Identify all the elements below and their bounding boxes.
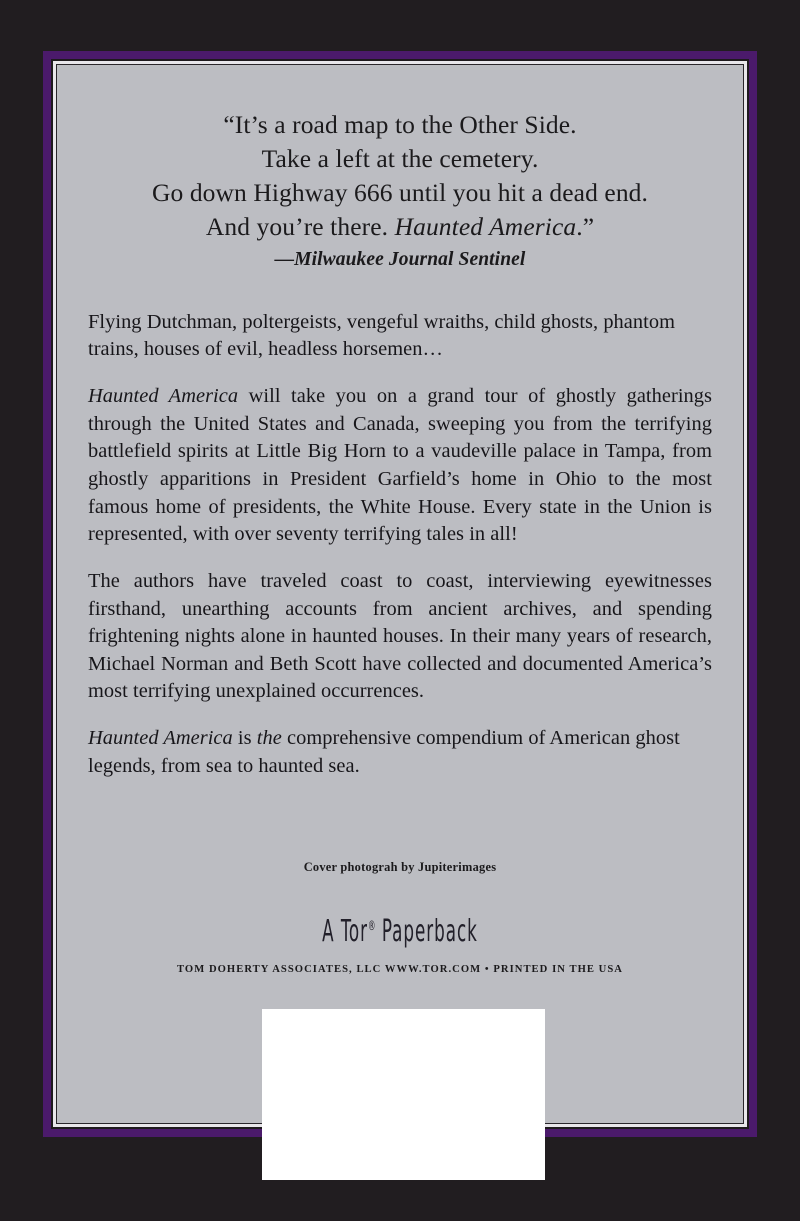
pull-quote-line-2: Take a left at the cemetery. (261, 144, 539, 174)
pull-quote-line-4-tail: .” (576, 212, 595, 242)
tor-imprint-logo (187, 875, 612, 947)
cover-photo-credit: Cover photograh by Jupiterimages (303, 860, 497, 874)
book-title-inline-2: Haunted America (88, 727, 233, 750)
barcode-placeholder (262, 1009, 545, 1180)
pull-quote-line-4-text: And you’re there. (205, 212, 395, 242)
blurb-paragraph-4-emphasis: the (256, 727, 282, 750)
blurb-paragraph-1: Flying Dutchman, poltergeists, vengeful wraiths, child ghosts, phantom trains, houses of evil, headless horsemen… (88, 310, 676, 361)
blurb-paragraph-4-mid: is (232, 727, 257, 750)
pull-quote-book-title: Haunted America (394, 212, 577, 242)
pull-quote-line-1: “It’s a road map to the Other Side. (223, 110, 577, 139)
publisher-info-line: TOM DOHERTY ASSOCIATES, LLC WWW.TOR.COM • PRINTED IN THE USA (176, 964, 624, 975)
blurb-body (88, 273, 712, 781)
blurb-paragraph-4 (88, 725, 712, 780)
tor-imprint-prefix: A Tor (322, 914, 369, 949)
credits-block (57, 860, 743, 975)
pull-quote-line-4 (88, 210, 712, 244)
blurb-paragraph-2-text: will take you on a grand tour of ghostly gatherings through the United States and Canada, sweeping you from the terrifying battlefield spirits at Little Big Horn to a vaudeville palace in Tampa, from ghostly apparitions in President Garfield’s home in Ohio to the most famous home of presidents, the White House. Every state in the Union is represented, with over seventy terrifying tales in all! (88, 385, 713, 546)
registered-trademark-icon: ® (368, 918, 376, 934)
pull-quote (88, 65, 712, 273)
blurb-paragraph-2 (88, 383, 712, 549)
book-title-inline-1: Haunted America (88, 385, 239, 408)
content-panel (57, 65, 743, 1123)
pull-quote-line-3: Go down Highway 666 until you hit a dead end. (151, 178, 648, 208)
blurb-paragraph-4-text: comprehensive compendium of American ghost legends, from sea to haunted sea. (88, 727, 680, 777)
pull-quote-attribution: —Milwaukee Journal Sentinel (274, 248, 526, 270)
tor-imprint-suffix: Paperback (375, 914, 478, 949)
blurb-paragraph-3: The authors have traveled coast to coast, interviewing eyewitnesses firsthand, unearthing accounts from ancient archives, and spending frightening nights alone in haunted houses. In their many years of research, Michael Norman and Beth Scott have collected and documented America’s most terrifying unexplained occurrences. (88, 569, 712, 703)
